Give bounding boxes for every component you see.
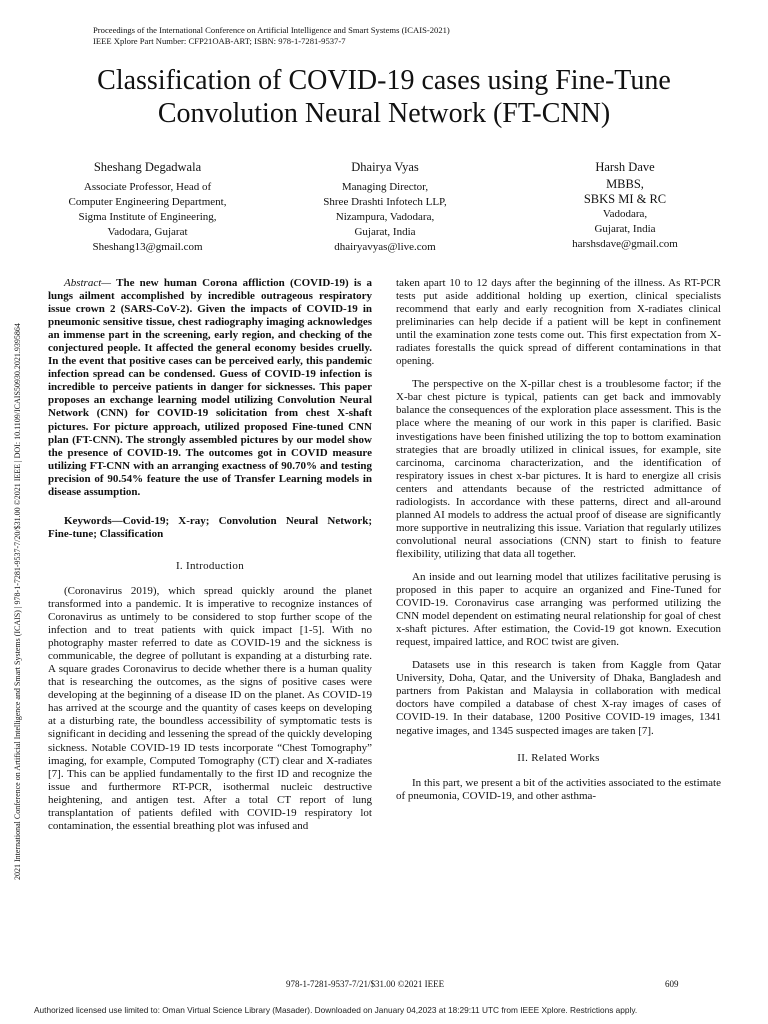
author-block-2 xyxy=(280,160,490,255)
abstract xyxy=(48,277,372,499)
header-line-2: IEEE Xplore Part Number: CFP21OAB-ART; ISBN: 978-1-7281-9537-7 xyxy=(93,36,346,46)
author-affiliation: Computer Engineering Department, xyxy=(68,196,227,208)
right-column xyxy=(396,277,721,803)
conference-header xyxy=(93,25,450,47)
author-affiliation: Sigma Institute of Engineering, xyxy=(78,211,217,223)
side-citation-strip xyxy=(13,170,23,880)
body-paragraph: An inside and out learning model that utilizes facilitative perusing is proposed in this paper to acquire an organized and Fine-Tuned for COVID-19. Coronavirus case arranging was performed utilizing the CNN model dependent on estimating neural relationship for goal of chest x-shaft pictures. After estimation, the Covid-19 got known. Execution request, impaired lattice, and ROC twist are given. xyxy=(396,570,721,649)
title-line-2: Convolution Neural Network (FT-CNN) xyxy=(157,98,611,129)
paper-title xyxy=(20,64,748,130)
author-name: Dhairya Vyas xyxy=(351,160,419,174)
author-affiliation: Gujarat, India xyxy=(594,223,656,235)
author-name: Harsh Dave xyxy=(595,160,655,174)
intro-paragraph: (Coronavirus 2019), which spread quickly around the planet transformed into a pandemic. It is imperative to recognize instances of Coronavirus as untimely to be considered to stop further scope of the infection and to treat patients with quick impact [1-5]. With no photography master referred to date as COVID-19 and the sickness is communicable, the degree of pollutant is expanding at a disturbing rate. A square grades Coronavirus to decide whether there is a human quality that is researching the outcomes, as the signs of positive cases were developing at the beginning of a disease ID on the planet. As COVID-19 has arrived at the scourge and the quantity of cases keeps on developing at a disturbing rate, the boundless accessibility of symptomatic tests is significant in deciding and lessening the spread of the quickly developing sickness. Notable COVID-19 ID tests incorporate “Chest Tomography” imaging, for example, Computed Tomography (CT) clear and X-radiates [7]. This can be applied fundamentally to the first ID and recognize the issue and furthermore RT-PCR, isothermal nucleic destructive heightening, and antigen test. After a total CT report of lung transplantation of patients defiled with COVID-19 respiratory lot contamination, the essential breathing plot was infused and xyxy=(48,584,372,832)
footer-isbn: 978-1-7281-9537-7/21/$31.00 ©2021 IEEE xyxy=(286,979,445,989)
body-paragraph: In this part, we present a bit of the activities associated to the estimate of pneumonia, COVID-19, and other asthma- xyxy=(396,776,721,802)
section-heading-related-works: II. Related Works xyxy=(517,751,600,764)
author-email: harshsdave@gmail.com xyxy=(572,238,678,250)
abstract-text: The new human Corona affliction (COVID-19) is a lungs ailment accomplished by incredible outrageous respiratory issue crown 2 (SARS-CoV-2). Given the impacts of COVID-19 in pneumonic sensitive tissue, chest radiography imaging acknowledges an immense part in the screening, early region, and checking of the conjectured people. It affected the general economy besides cruelly. In the event that positive cases can be perceived early, this pandemic infection spread can be condensed. Guess of COVID-19 infection is incredible to perceive patients in danger for sicknesses. This paper proposes an exchange learning model utilizing Convolution Neural Network (CNN) for COVID-19 solicitation from chest X-shaft pictures. For picture approach, utilized proposed Fine-tuned CNN plan (FT-CNN). The strongly assembled pictures by our model show the presence of COVID-19. The outcomes got in COVID measure utilizing FT-CNN with an arranging exactness of 90.70% and testing precision of 90.54% feature the use of Transfer Learning models in disease assumption. xyxy=(48,277,372,498)
license-footer: Authorized licensed use limited to: Oman Virtual Science Library (Masader). Downloaded on January 04,2023 at 18:29:11 UTC from IEEE Xplore. Restrictions apply. xyxy=(34,1005,638,1015)
author-affiliation: Nizampura, Vadodara, xyxy=(335,211,435,223)
abstract-lead: Abstract— xyxy=(64,277,112,289)
author-degree: MBBS, xyxy=(606,177,644,191)
author-affiliation: Managing Director, xyxy=(341,181,429,193)
author-degree: SBKS MI & RC xyxy=(583,192,667,206)
keywords: Keywords—Covid-19; X-ray; Convolution Neural Network; Fine-tune; Classification xyxy=(48,514,372,540)
body-paragraph: taken apart 10 to 12 days after the beginning of the illness. As RT-PCR tests put aside additional holding up exertion, clinical specialists recommend that early and early recognition from X-radiates clinical preliminaries can help decide if a patient will be kept in confinement until the examination zone tests come out. This first expectation from X-radiates forestalls the quick spread of different contaminations in that opening. xyxy=(396,277,721,368)
side-citation-text: 2021 International Conference on Artificial Intelligence and Smart Systems (ICAIS) | 978-1-7281-9537-7/20/$31.00 ©2021 IEEE | DOI: 10.1109/ICAIS50930.2021.9395864 xyxy=(13,323,22,880)
author-affiliation: Associate Professor, Head of xyxy=(83,181,212,193)
author-email: Sheshang13@gmail.com xyxy=(92,241,203,253)
author-affiliation: Gujarat, India xyxy=(354,226,416,238)
body-paragraph: The perspective on the X-pillar chest is a troublesome factor; if the X-bar chest picture is typical, patients can get back and immovably balance the consequences of the exploration place assessment. This is the place where the meaning of our work in this paper is clarified. Basic investigations have been finished utilizing the top to bottom examination strategies that are broadly utilized in clinical issues, for example, site carcinoma, carcinoma characterization, and the identification of respiratory issues in chest x-bar pictures. It is hard to energize all crisis centers and attendants because of the restricted admittance of radiologists. In accordance with these patterns, direct and all-around planned AI models to address the actual proof of disease are significantly more supportive in neutralizing this issue. Variation that regularly utilizes convolutional neural associations (CNN) start to finish to feature flexibility, utilizing that data all together. xyxy=(396,378,721,560)
author-affiliation: Shree Drashti Infotech LLP, xyxy=(323,196,447,208)
left-column xyxy=(48,277,372,833)
page-number: 609 xyxy=(665,979,679,989)
author-name: Sheshang Degadwala xyxy=(93,160,202,174)
section-heading-introduction: I. Introduction xyxy=(175,559,245,572)
author-affiliation: Vadodara, xyxy=(602,208,648,220)
author-affiliation: Vadodara, Gujarat xyxy=(107,226,188,238)
title-line-1: Classification of COVID-19 cases using Fine-Tune xyxy=(97,65,671,96)
header-line-1: Proceedings of the International Conference on Artificial Intelligence and Smart Systems (ICAIS-2021) xyxy=(93,25,450,35)
body-paragraph: Datasets use in this research is taken from Kaggle from Qatar University, Doha, Qatar, and the University of Dhaka, Bangladesh and partners from Pakistan and Malaysia in collaboration with medical doctors have compiled a database of chest X-ray images of cases of COVID-19. In their database, 1200 Positive COVID-19 images, 1341 negative images, and 1345 suspected images are taken [7]. xyxy=(396,659,721,737)
author-email: dhairyavyas@live.com xyxy=(334,241,436,253)
author-block-1 xyxy=(40,160,255,255)
author-block-3 xyxy=(530,160,720,252)
